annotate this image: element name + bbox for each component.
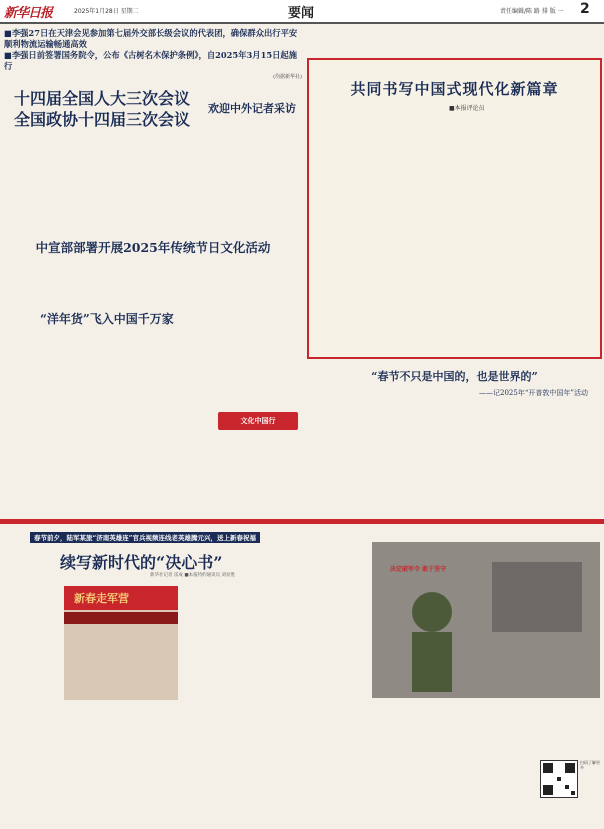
lianghui-body-col-2 [104,132,198,232]
festival-divider [0,512,604,530]
qr-code-icon [541,761,577,797]
page-number: 2 [580,1,590,17]
lianghui-line-1: 十四届全国人大三次会议 [14,89,191,108]
lianghui-body-col-3 [204,132,302,232]
news-bullets [4,28,302,80]
header-divider [0,22,604,24]
lianghui-headline [14,88,304,130]
lianghui-right: 欢迎中外记者采访 [208,102,296,115]
section-title: 要闻 [288,6,315,21]
commentary-col-2 [409,116,499,354]
feature-authors: 新华社记者 雷成 ■本报特约通讯员 刘显胜 [150,573,236,578]
feature-body-col-1 [4,600,60,824]
feature-kicker: 春节前夕，陆军某旅“济南英雄连”官兵视频连线老英雄腾元兴，送上新春祝福 [30,532,260,543]
feature-body-col-6 [456,704,536,824]
commentary-col-1 [315,116,405,354]
feature-body-col-2 [64,704,178,824]
photo-caption: 决定破军令 敢于坚守 [390,566,447,573]
chunjie-title: “春节不只是中国的，也是世界的” [371,370,538,383]
culture-column-logo: 文化中国行 [218,412,298,430]
lianghui-body-col-1 [4,132,98,232]
zhongxuanbu-article [4,238,302,260]
festival-bar [0,519,604,524]
qr-label: 扫码了解更多 [580,760,600,770]
yanghuo-title: “洋年货”飞入中国千万家 [40,312,174,326]
zhongxuanbu-body [4,262,302,302]
feature-main-title: 续写新时代的“决心书” [60,553,223,572]
chunjie-body [307,404,602,508]
editor-credit: 责任编辑/陈 路 排 版 一 [500,8,564,15]
qr-code[interactable] [540,760,578,798]
bullet-li-qiang-1: ■李强27日在天津会见参加第七届外交部长级会议的代表团，确保群众出行平安顺利物流运输畅通高效 [4,28,298,49]
page-header [0,0,604,22]
bullet-source: (均据新华社) [273,74,302,80]
commentary-col-3 [503,116,593,354]
feature-body-col-3 [184,586,280,824]
chunjie-subtitle: ——记2025年“开普敦中国年”活动 [479,389,588,397]
feature-body-col-4 [284,586,368,824]
zhongxuanbu-title: 中宣部部署开展2025年传统节日文化活动 [35,240,271,255]
feature-body-col-5 [372,704,450,824]
issue-date: 2025年1月28日 星期二 [74,8,139,15]
commentary-title: 共同书写中国式现代化新篇章 [350,80,559,98]
bullet-li-qiang-2: ■李强日前签署国务院令，公布《古树名木保护条例》，自2025年3月15日起施行 [4,50,298,71]
newspaper-logo: 新华日报 [4,6,53,21]
chunjie-article [307,368,602,398]
commentary-box [307,58,602,359]
video-call-photo [372,542,600,698]
lianghui-line-2: 全国政协十四届三次会议 [14,110,191,129]
festival-poster [64,586,178,700]
commentary-author: ■本报评论员 [449,105,485,112]
festival-badge: 新春走军营 [74,592,129,605]
festival-poster-subbar [64,612,178,624]
